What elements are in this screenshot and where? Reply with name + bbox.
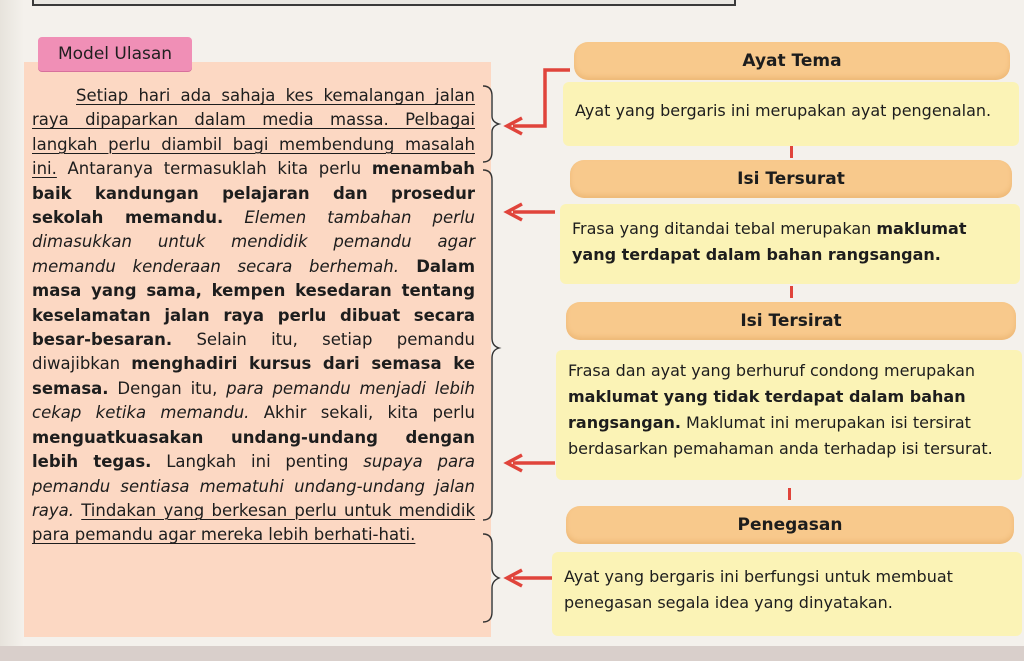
passage-paragraph: Setiap hari ada sahaja kes kemalangan jalan raya dipaparkan dalam media massa. Pelbagai langkah perlu diambil bagi membendung masalah ini. Antaranya termasuklah kita perlu menambah baik kandungan pelajaran dan prosedur sekolah memandu. Elemen tambahan perlu dimasukkan untuk mendidik pemandu agar memandu kenderaan secara berhemah. Dalam masa yang sama, kempen kesedaran tentang keselamatan jalan raya perlu dibuat secara besar-besaran. Selain itu, setiap pemandu diwajibkan menghadiri kursus dari semasa ke semasa. Dengan itu, para pemandu menjadi lebih cekap ketika memandu. Akhir sekali, kita perlu menguatkuasakan undang-undang dengan lebih tegas. Langkah ini penting supaya para pemandu sentiasa mematuhi undang-undang jalan raya. Tindakan yang berkesan perlu untuk mendidik para pemandu agar mereka lebih berhati-hati. bbox=[32, 86, 476, 545]
implicit-point: para pemandu menjadi lebih cekap ketika memandu. bbox=[32, 378, 475, 423]
emphasis-sentence: Tindakan yang berkesan perlu untuk mendidik para pemandu agar mereka lebih berhati-hati. bbox=[32, 500, 475, 545]
isi-tersirat-header: Isi Tersirat bbox=[566, 302, 1016, 340]
explicit-point: menambah baik kandungan pelajaran dan prosedur sekolah memandu. bbox=[32, 159, 475, 228]
isi-tersurat-header: Isi Tersurat bbox=[570, 160, 1012, 198]
connector bbox=[790, 286, 793, 298]
isi-tersirat-content: Frasa dan ayat yang berhuruf condong merupakan maklumat yang tidak terdapat dalam bahan rangsangan. Maklumat ini merupakan isi tersirat berdasarkan pemahaman anda terhadap isi tersurat. bbox=[556, 350, 1022, 480]
brace-points bbox=[483, 170, 499, 520]
implicit-point: supaya para pemandu sentiasa mematuhi undang-undang jalan raya. bbox=[32, 452, 475, 520]
brace-emphasis bbox=[483, 534, 499, 622]
ayat-tema-content bbox=[563, 82, 1019, 146]
bottom-edge bbox=[0, 646, 1024, 661]
penegasan-content bbox=[552, 552, 1022, 636]
model-ulasan-badge: Model Ulasan bbox=[38, 37, 192, 71]
explicit-point: menghadiri kursus dari semasa ke semasa. bbox=[32, 354, 475, 398]
ayat-tema-text: Ayat yang bergaris ini merupakan ayat pengenalan. bbox=[575, 101, 992, 120]
implicit-point: Elemen tambahan perlu dimasukkan untuk mendidik pemandu agar memandu kenderaan secara berhemah. bbox=[32, 208, 475, 276]
explicit-point: menguatkuasakan undang-undang dengan lebih tegas. bbox=[32, 427, 475, 472]
penegasan-text: Ayat yang bergaris ini berfungsi untuk membuat penegasan segala idea yang dinyatakan. bbox=[564, 567, 953, 612]
theme-sentence: Setiap hari ada sahaja kes kemalangan jalan raya dipaparkan dalam media massa. Pelbagai langkah perlu diambil bagi membendung masalah ini. bbox=[32, 86, 475, 179]
brace-theme bbox=[483, 86, 499, 162]
connector bbox=[790, 146, 793, 158]
penegasan-header: Penegasan bbox=[566, 506, 1014, 544]
connector bbox=[788, 488, 791, 500]
ayat-tema-header: Ayat Tema bbox=[574, 42, 1010, 80]
explicit-point: Dalam masa yang sama, kempen kesedaran tentang keselamatan jalan raya perlu dibuat secara besar-besaran. bbox=[32, 256, 476, 350]
isi-tersurat-content: Frasa yang ditandai tebal merupakan maklumat yang terdapat dalam bahan rangsangan. bbox=[560, 204, 1020, 284]
